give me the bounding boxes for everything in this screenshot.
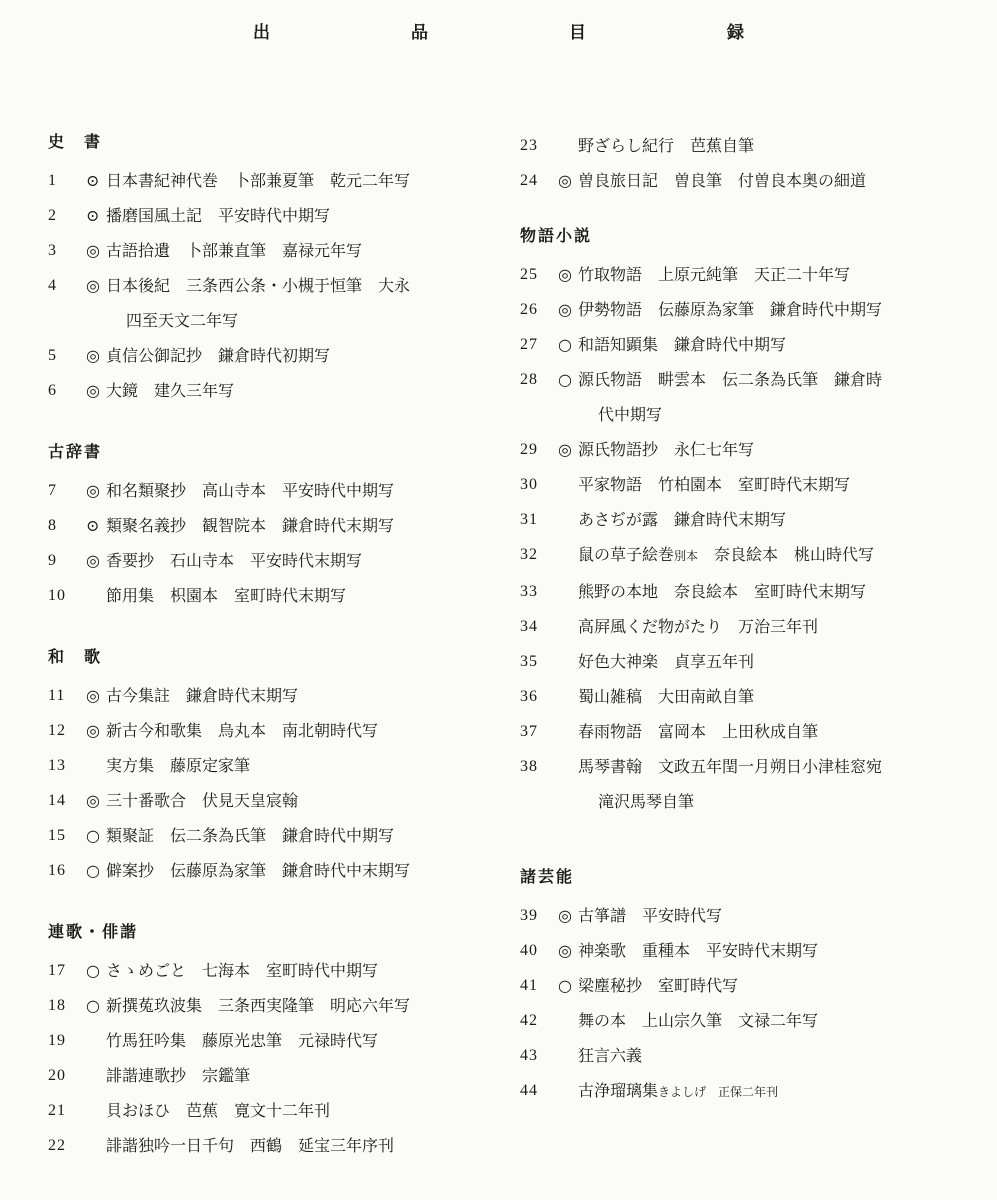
item-text: 狂言六義	[578, 1046, 643, 1065]
list-item	[48, 578, 488, 613]
list-item	[520, 128, 960, 163]
item-text: 古今集註 鎌倉時代末期写	[106, 686, 299, 705]
spacer	[520, 397, 558, 432]
list-item	[520, 327, 960, 362]
item-text: 野ざらし紀行 芭蕉自筆	[578, 136, 755, 155]
item-number: 27	[520, 336, 538, 353]
catalog-section	[48, 643, 488, 888]
item-text: 香要抄 石山寺本 平安時代末期写	[106, 551, 363, 570]
designation-mark	[558, 574, 578, 609]
list-item-continuation	[520, 397, 960, 432]
spacer	[48, 303, 86, 338]
designation-mark	[558, 467, 578, 502]
item-number: 17	[48, 962, 66, 979]
item-text-continued: 滝沢馬琴自筆	[598, 792, 695, 811]
list-item	[520, 609, 960, 644]
list-item	[520, 502, 960, 537]
item-number: 15	[48, 827, 66, 844]
item-text: 三十番歌合 伏見天皇宸翰	[106, 791, 299, 810]
designation-mark: ○	[558, 335, 572, 354]
item-number: 42	[520, 1012, 538, 1029]
list-item	[520, 1073, 960, 1110]
designation-mark	[86, 1093, 106, 1128]
designation-mark: ◎	[86, 686, 100, 705]
list-item	[48, 1093, 488, 1128]
catalog-section	[48, 918, 488, 1163]
designation-mark: ⊙	[86, 516, 100, 535]
item-number: 33	[520, 583, 538, 600]
left-column	[48, 128, 488, 1163]
item-number: 31	[520, 511, 538, 528]
list-item	[48, 233, 488, 268]
item-text: 古語拾遺 卜部兼直筆 嘉禄元年写	[106, 241, 363, 260]
list-item	[48, 268, 488, 303]
section-heading: 連歌・俳諧	[48, 922, 139, 941]
item-number: 36	[520, 688, 538, 705]
item-text: 和語知顕集 鎌倉時代中期写	[578, 335, 787, 354]
list-item	[520, 292, 960, 327]
list-item	[520, 1003, 960, 1038]
item-number: 18	[48, 997, 66, 1014]
item-text: 誹諧連歌抄 宗鑑筆	[106, 1066, 251, 1085]
list-item	[48, 988, 488, 1023]
designation-mark	[558, 1073, 578, 1110]
designation-mark	[558, 1038, 578, 1073]
list-item	[520, 968, 960, 1003]
list-item	[520, 467, 960, 502]
item-text: 好色大神楽 貞享五年刊	[578, 652, 755, 671]
designation-mark: ◎	[558, 265, 572, 284]
item-number: 23	[520, 137, 538, 154]
list-item	[48, 713, 488, 748]
item-text: 貞信公御記抄 鎌倉時代初期写	[106, 346, 331, 365]
item-text: 節用集 枳園本 室町時代末期写	[106, 586, 347, 605]
designation-mark: ◎	[86, 791, 100, 810]
designation-mark: ◎	[558, 941, 572, 960]
item-number: 6	[48, 382, 57, 399]
catalog-section	[48, 128, 488, 408]
designation-mark	[558, 679, 578, 714]
designation-mark	[558, 128, 578, 163]
designation-mark: ○	[558, 976, 572, 995]
section-heading: 和 歌	[48, 647, 103, 666]
list-item	[48, 508, 488, 543]
list-item	[48, 678, 488, 713]
item-note: 別本	[674, 549, 699, 563]
designation-mark	[558, 644, 578, 679]
catalog-section	[520, 222, 960, 819]
item-note: きよしげ 正保二年刊	[658, 1085, 779, 1099]
designation-mark	[558, 502, 578, 537]
list-item	[520, 537, 960, 574]
item-text: 曽良旅日記 曽良筆 付曽良本奥の細道	[578, 171, 867, 190]
item-number: 40	[520, 942, 538, 959]
designation-mark	[558, 537, 578, 574]
item-number: 34	[520, 618, 538, 635]
catalog-section	[520, 128, 960, 198]
designation-mark: ◎	[86, 241, 100, 260]
section-heading: 諸芸能	[520, 867, 575, 886]
item-text: さゝめごと 七海本 室町時代中期写	[106, 961, 379, 980]
item-number: 43	[520, 1047, 538, 1064]
item-number: 28	[520, 371, 538, 388]
item-number: 20	[48, 1067, 66, 1084]
designation-mark: ◎	[86, 381, 100, 400]
item-text: 平家物語 竹柏園本 室町時代末期写	[578, 475, 851, 494]
list-item-continuation	[48, 303, 488, 338]
item-number: 13	[48, 757, 66, 774]
item-text: 神楽歌 重種本 平安時代末期写	[578, 941, 819, 960]
list-item	[48, 163, 488, 198]
item-text: 日本書紀神代巻 卜部兼夏筆 乾元二年写	[106, 171, 411, 190]
section-heading: 史 書	[48, 132, 103, 151]
right-column	[520, 128, 960, 1110]
list-item	[48, 783, 488, 818]
list-item	[48, 198, 488, 233]
designation-mark: ◎	[558, 300, 572, 319]
item-number: 37	[520, 723, 538, 740]
item-number: 30	[520, 476, 538, 493]
designation-mark	[558, 609, 578, 644]
item-text: 古箏譜 平安時代写	[578, 906, 723, 925]
list-item	[48, 338, 488, 373]
item-text: 古浄瑠璃集きよしげ 正保二年刊	[578, 1081, 779, 1100]
list-item	[48, 1023, 488, 1058]
item-text: 梁塵秘抄 室町時代写	[578, 976, 739, 995]
list-item	[48, 1128, 488, 1163]
designation-mark: ⊙	[86, 206, 100, 225]
item-number: 1	[48, 172, 57, 189]
item-text: 貝おほひ 芭蕉 寛文十二年刊	[106, 1101, 331, 1120]
spacer	[86, 303, 106, 338]
designation-mark	[558, 749, 578, 784]
item-number: 38	[520, 758, 538, 775]
list-item	[48, 1058, 488, 1093]
designation-mark: ○	[86, 826, 100, 845]
designation-mark	[86, 1058, 106, 1093]
item-number: 35	[520, 653, 538, 670]
designation-mark: ◎	[86, 481, 100, 500]
item-text: 鼠の草子絵巻別本 奈良絵本 桃山時代写	[578, 545, 875, 564]
item-text: 源氏物語抄 永仁七年写	[578, 440, 755, 459]
item-text-continued: 代中期写	[598, 405, 663, 424]
list-item	[48, 543, 488, 578]
designation-mark	[86, 1128, 106, 1163]
list-item	[48, 373, 488, 408]
list-item	[520, 432, 960, 467]
item-text: 伊勢物語 伝藤原為家筆 鎌倉時代中期写	[578, 300, 883, 319]
designation-mark	[86, 578, 106, 613]
item-text: 蜀山雑稿 大田南畝自筆	[578, 687, 755, 706]
item-text: 僻案抄 伝藤原為家筆 鎌倉時代中末期写	[106, 861, 411, 880]
catalog-section	[520, 863, 960, 1110]
list-item	[520, 679, 960, 714]
item-text-continued: 四至天文二年写	[126, 311, 239, 330]
designation-mark	[558, 1003, 578, 1038]
item-number: 12	[48, 722, 66, 739]
list-item	[48, 473, 488, 508]
item-number: 21	[48, 1102, 66, 1119]
item-number: 8	[48, 517, 57, 534]
item-number: 4	[48, 277, 57, 294]
item-number: 16	[48, 862, 66, 879]
designation-mark: ◎	[86, 551, 100, 570]
item-text: 実方集 藤原定家筆	[106, 756, 251, 775]
designation-mark	[86, 748, 106, 783]
item-text: 竹取物語 上原元純筆 天正二十年写	[578, 265, 851, 284]
item-text: あさぢが露 鎌倉時代末期写	[578, 510, 787, 529]
section-heading: 古辞書	[48, 442, 103, 461]
list-item	[520, 898, 960, 933]
item-text: 源氏物語 畊雲本 伝二条為氏筆 鎌倉時	[578, 370, 883, 389]
designation-mark: ◎	[86, 721, 100, 740]
designation-mark	[86, 1023, 106, 1058]
designation-mark: ◎	[86, 276, 100, 295]
item-number: 7	[48, 482, 57, 499]
list-item	[520, 749, 960, 784]
designation-mark: ◎	[86, 346, 100, 365]
list-item	[520, 362, 960, 397]
item-number: 11	[48, 687, 66, 704]
item-number: 14	[48, 792, 66, 809]
item-number: 41	[520, 977, 538, 994]
designation-mark: ○	[558, 370, 572, 389]
item-text: 日本後紀 三条西公条・小槻于恒筆 大永	[106, 276, 411, 295]
item-text: 熊野の本地 奈良絵本 室町時代末期写	[578, 582, 867, 601]
item-number: 39	[520, 907, 538, 924]
item-number: 19	[48, 1032, 66, 1049]
item-text: 類聚名義抄 観智院本 鎌倉時代末期写	[106, 516, 395, 535]
item-number: 24	[520, 172, 538, 189]
list-item	[520, 933, 960, 968]
item-number: 10	[48, 587, 66, 604]
designation-mark: ⊙	[86, 171, 100, 190]
spacer	[558, 397, 578, 432]
spacer	[520, 784, 558, 819]
designation-mark: ◎	[558, 171, 572, 190]
item-number: 2	[48, 207, 57, 224]
designation-mark: ○	[86, 996, 100, 1015]
list-item	[520, 163, 960, 198]
list-item	[520, 1038, 960, 1073]
item-text: 竹馬狂吟集 藤原光忠筆 元禄時代写	[106, 1031, 379, 1050]
list-item	[520, 644, 960, 679]
spacer	[558, 784, 578, 819]
item-text: 春雨物語 富岡本 上田秋成自筆	[578, 722, 819, 741]
list-item	[48, 853, 488, 888]
item-number: 32	[520, 546, 538, 563]
section-heading: 物語小説	[520, 226, 593, 245]
item-number: 26	[520, 301, 538, 318]
designation-mark: ◎	[558, 906, 572, 925]
item-number: 29	[520, 441, 538, 458]
list-item	[520, 257, 960, 292]
designation-mark: ○	[86, 861, 100, 880]
designation-mark: ○	[86, 961, 100, 980]
item-text: 舞の本 上山宗久筆 文禄二年写	[578, 1011, 819, 1030]
item-text: 誹諧独吟一日千句 西鶴 延宝三年序刊	[106, 1136, 395, 1155]
designation-mark	[558, 714, 578, 749]
designation-mark: ◎	[558, 440, 572, 459]
item-number: 5	[48, 347, 57, 364]
item-text: 高屛風くだ物がたり 万治三年刊	[578, 617, 819, 636]
item-number: 22	[48, 1137, 66, 1154]
item-text: 和名類聚抄 高山寺本 平安時代中期写	[106, 481, 395, 500]
item-text: 新古今和歌集 烏丸本 南北朝時代写	[106, 721, 379, 740]
item-text: 新撰菟玖波集 三条西実隆筆 明応六年写	[106, 996, 411, 1015]
item-number: 3	[48, 242, 57, 259]
catalog-section	[48, 438, 488, 613]
item-number: 9	[48, 552, 57, 569]
item-text: 類聚証 伝二条為氏筆 鎌倉時代中期写	[106, 826, 395, 845]
item-text: 馬琴書翰 文政五年閏一月朔日小津桂窓宛	[578, 757, 883, 776]
item-number: 25	[520, 266, 538, 283]
item-number: 44	[520, 1082, 538, 1099]
list-item	[520, 574, 960, 609]
list-item	[48, 748, 488, 783]
list-item-continuation	[520, 784, 960, 819]
page-title: 出 品 目 録	[253, 23, 806, 43]
list-item	[48, 953, 488, 988]
list-item	[520, 714, 960, 749]
item-text: 播磨国風土記 平安時代中期写	[106, 206, 331, 225]
list-item	[48, 818, 488, 853]
item-text: 大鏡 建久三年写	[106, 381, 235, 400]
